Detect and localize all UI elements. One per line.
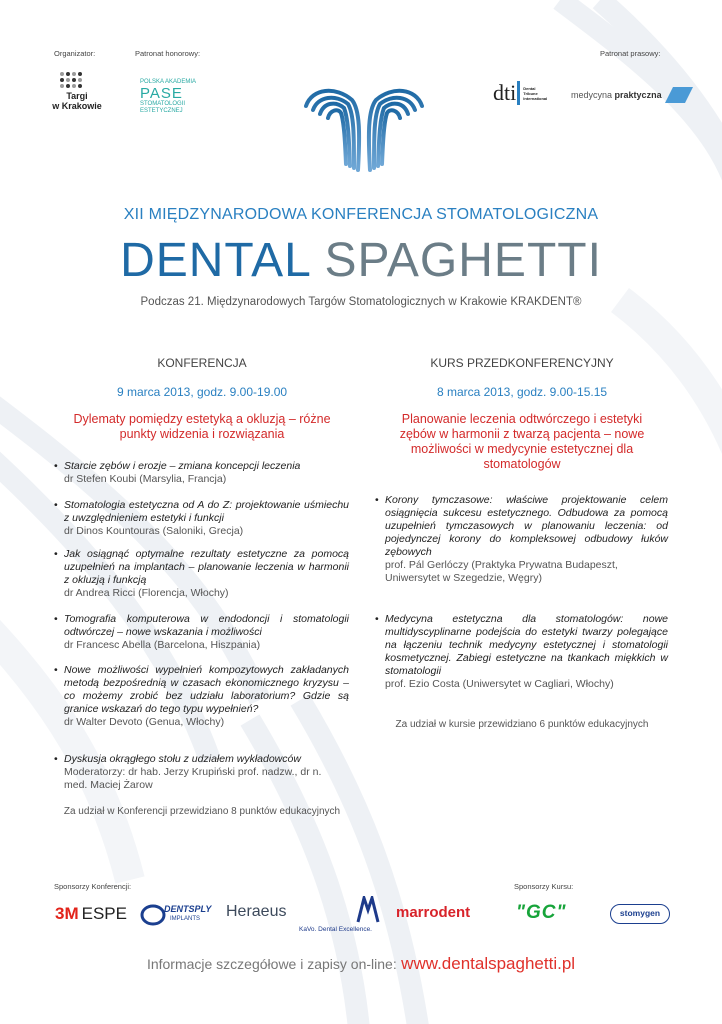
- targi-line1: Targi: [66, 91, 88, 101]
- logo-marrodent: marrodent: [396, 904, 471, 921]
- conference-item-3: [54, 548, 349, 600]
- conference-item-speaker: dr Stefen Koubi (Marsylia, Francja): [64, 473, 227, 485]
- footer-url-link[interactable]: www.dentalspaghetti.pl: [401, 954, 576, 973]
- conference-item-title: Stomatologia estetyczna od A do Z: projektowanie uśmiechu z uwzględnieniem estetyki i funkcji: [64, 499, 349, 524]
- dti-logo: [493, 80, 547, 106]
- course-heading: KURS PRZEDKONFERENCYJNY: [430, 356, 614, 370]
- conference-item-speaker: dr Francesc Abella (Barcelona, Hiszpania): [64, 639, 261, 651]
- conference-item-speaker: dr Walter Devoto (Genua, Włochy): [64, 716, 225, 728]
- course-column: [372, 356, 672, 472]
- logo-3m-espe: [55, 904, 127, 924]
- conference-item-5: [54, 664, 349, 729]
- subtitle: XII MIĘDZYNARODOWA KONFERENCJA STOMATOLOGICZNA: [123, 206, 599, 223]
- dentsply-swoosh-icon: [140, 902, 166, 926]
- kavo-icon: [356, 896, 380, 924]
- bullet-icon: •: [54, 753, 58, 765]
- course-item-1: [375, 494, 668, 585]
- conference-item-6: [54, 753, 334, 792]
- conference-item-2: [54, 499, 349, 538]
- bullet-icon: •: [54, 460, 58, 472]
- logo-heraeus: Heraeus: [226, 903, 287, 920]
- bullet-icon: •: [54, 548, 58, 560]
- course-item-speaker: prof. Pál Gerlóczy (Praktyka Prywatna Budapeszt, Uniwersytet w Szegedzie, Węgry): [385, 559, 618, 584]
- dti-side1: Dental: [523, 85, 536, 91]
- dentsply-sub: IMPLANTS: [170, 916, 201, 922]
- bullet-icon: •: [54, 499, 58, 511]
- footer-info-text: Informacje szczegółowe i zapisy on-line:: [146, 956, 397, 972]
- conference-item-title: Jak osiągnąć optymalne rezultaty estetyczne za pomocą uzupełnień na implantach – planowanie leczenia w harmonii z okluzją i funkcją: [64, 548, 349, 586]
- logo-espe: ESPE: [81, 904, 127, 923]
- conference-item-speaker: dr Dinos Kountouras (Saloniki, Grecja): [64, 525, 244, 537]
- bullet-icon: •: [375, 494, 379, 506]
- conference-item-title: Starcie zębów i erozje – zmiana koncepcji leczenia: [64, 460, 301, 472]
- pase-top: POLSKA AKADEMIA: [140, 79, 197, 85]
- main-title: [0, 236, 722, 286]
- bullet-icon: •: [375, 613, 379, 625]
- mp-suffix: praktyczna: [614, 90, 662, 100]
- course-topic: Planowanie leczenia odtwórczego i estetyki zębów w harmonii z twarzą pacjenta – nowe możliwości w medycynie estetycznej dla stomatologów: [399, 412, 645, 471]
- conference-item-speaker: dr Andrea Ricci (Florencja, Włochy): [64, 587, 229, 599]
- dti-side2: Tribune: [523, 90, 538, 96]
- conference-date: 9 marca 2013, godz. 9.00-19.00: [116, 385, 288, 399]
- targi-logo: [47, 72, 107, 111]
- press-label: Patronat prasowy:: [600, 49, 661, 58]
- course-item-speaker: prof. Ezio Costa (Uniwersytet w Cagliari, Włochy): [385, 678, 614, 690]
- dentsply-name: DENTSPLY: [164, 904, 212, 914]
- conference-column: [52, 356, 352, 442]
- dti-side3: International: [523, 95, 548, 101]
- pase-logo: [140, 79, 200, 115]
- logo-gc: "GC": [516, 902, 567, 923]
- course-date: 8 marca 2013, godz. 9.00-15.15: [436, 385, 608, 399]
- course-item-title: Medycyna estetyczna dla stomatologów: nowe multidyscyplinarne podejścia do estetyki twarzy polegające na łączeniu technik medycyny estetycznej i stomatologii kosmetycznej. Zabiegi estetyczne na tkankach miękkich w stomatologii: [385, 613, 668, 677]
- tagline: Podczas 21. Międzynarodowych Targów Stomatologicznych w Krakowie KRAKDENT®: [140, 296, 582, 308]
- logo-3m: 3M: [55, 904, 79, 923]
- organizer-label: Organizator:: [54, 49, 96, 58]
- honorary-label: Patronat honorowy:: [135, 49, 201, 58]
- dti-main: dti: [493, 80, 517, 105]
- pase-big: PASE: [140, 85, 183, 102]
- logo-stomygen: stomygen: [610, 904, 670, 924]
- conference-heading: KONFERENCJA: [157, 356, 247, 370]
- conference-sponsors-label: Sponsorzy Konferencji:: [54, 882, 132, 891]
- course-item-2: [375, 613, 668, 691]
- targi-line2: w Krakowie: [52, 101, 102, 111]
- targi-dots-icon: [60, 72, 107, 88]
- medycyna-praktyczna-logo: [571, 87, 693, 103]
- dti-bracket-icon: [517, 81, 520, 105]
- logo-kavo-text: KaVo. Dental Excellence.: [299, 926, 372, 933]
- conference-topic: Dylematy pomiędzy estetyką a okluzją – różne punkty widzenia i rozwiązania: [73, 412, 331, 441]
- dental-spaghetti-heart-icon: [298, 84, 430, 176]
- pase-line2: ESTETYCZNEJ: [140, 108, 183, 114]
- mp-prefix: medycyna: [571, 90, 613, 100]
- title-part1: DENTAL: [120, 234, 311, 287]
- title-part2: SPAGHETTI: [324, 234, 602, 287]
- logo-dentsply: [140, 902, 212, 928]
- course-item-title: Korony tymczasowe: właściwe projektowanie celem osiągnięcia sukcesu estetycznego. Odbudowa za pomocą uzupełnień tymczasowych w planowaniu leczenia: od pojedynczej korony do kompleksowej odbudowy łuków zębowych: [385, 494, 668, 558]
- bullet-icon: •: [54, 613, 58, 625]
- conference-item-1: [54, 460, 349, 486]
- conference-item-title: Nowe możliwości wypełnień kompozytowych zakładanych metodą bezpośrednią w czasach ekonomicznego kryzysu – co możemy zrobić bez udziału laboratorium? Gdzie są granice wskazań do tego typu wypełnień?: [64, 664, 349, 715]
- conference-item-title: Dyskusja okrągłego stołu z udziałem wykładowców: [64, 753, 301, 765]
- conference-note: Za udział w Konferencji przewidziano 8 punktów edukacyjnych: [63, 806, 341, 817]
- conference-item-4: [54, 613, 349, 652]
- mp-parallelogram-icon: [665, 87, 693, 103]
- footer-info: [0, 954, 722, 974]
- conference-item-title: Tomografia komputerowa w endodoncji i stomatologii odtwórczej – nowe wskazania i możliwości: [64, 613, 349, 638]
- conference-item-speaker: Moderatorzy: dr hab. Jerzy Krupiński prof. nadzw., dr n. med. Maciej Żarow: [64, 766, 322, 791]
- course-note: Za udział w kursie przewidziano 6 punktów edukacyjnych: [395, 719, 649, 730]
- pase-line1: STOMATOLOGII: [140, 101, 186, 107]
- bullet-icon: •: [54, 664, 58, 676]
- course-sponsors-label: Sponsorzy Kursu:: [514, 882, 574, 891]
